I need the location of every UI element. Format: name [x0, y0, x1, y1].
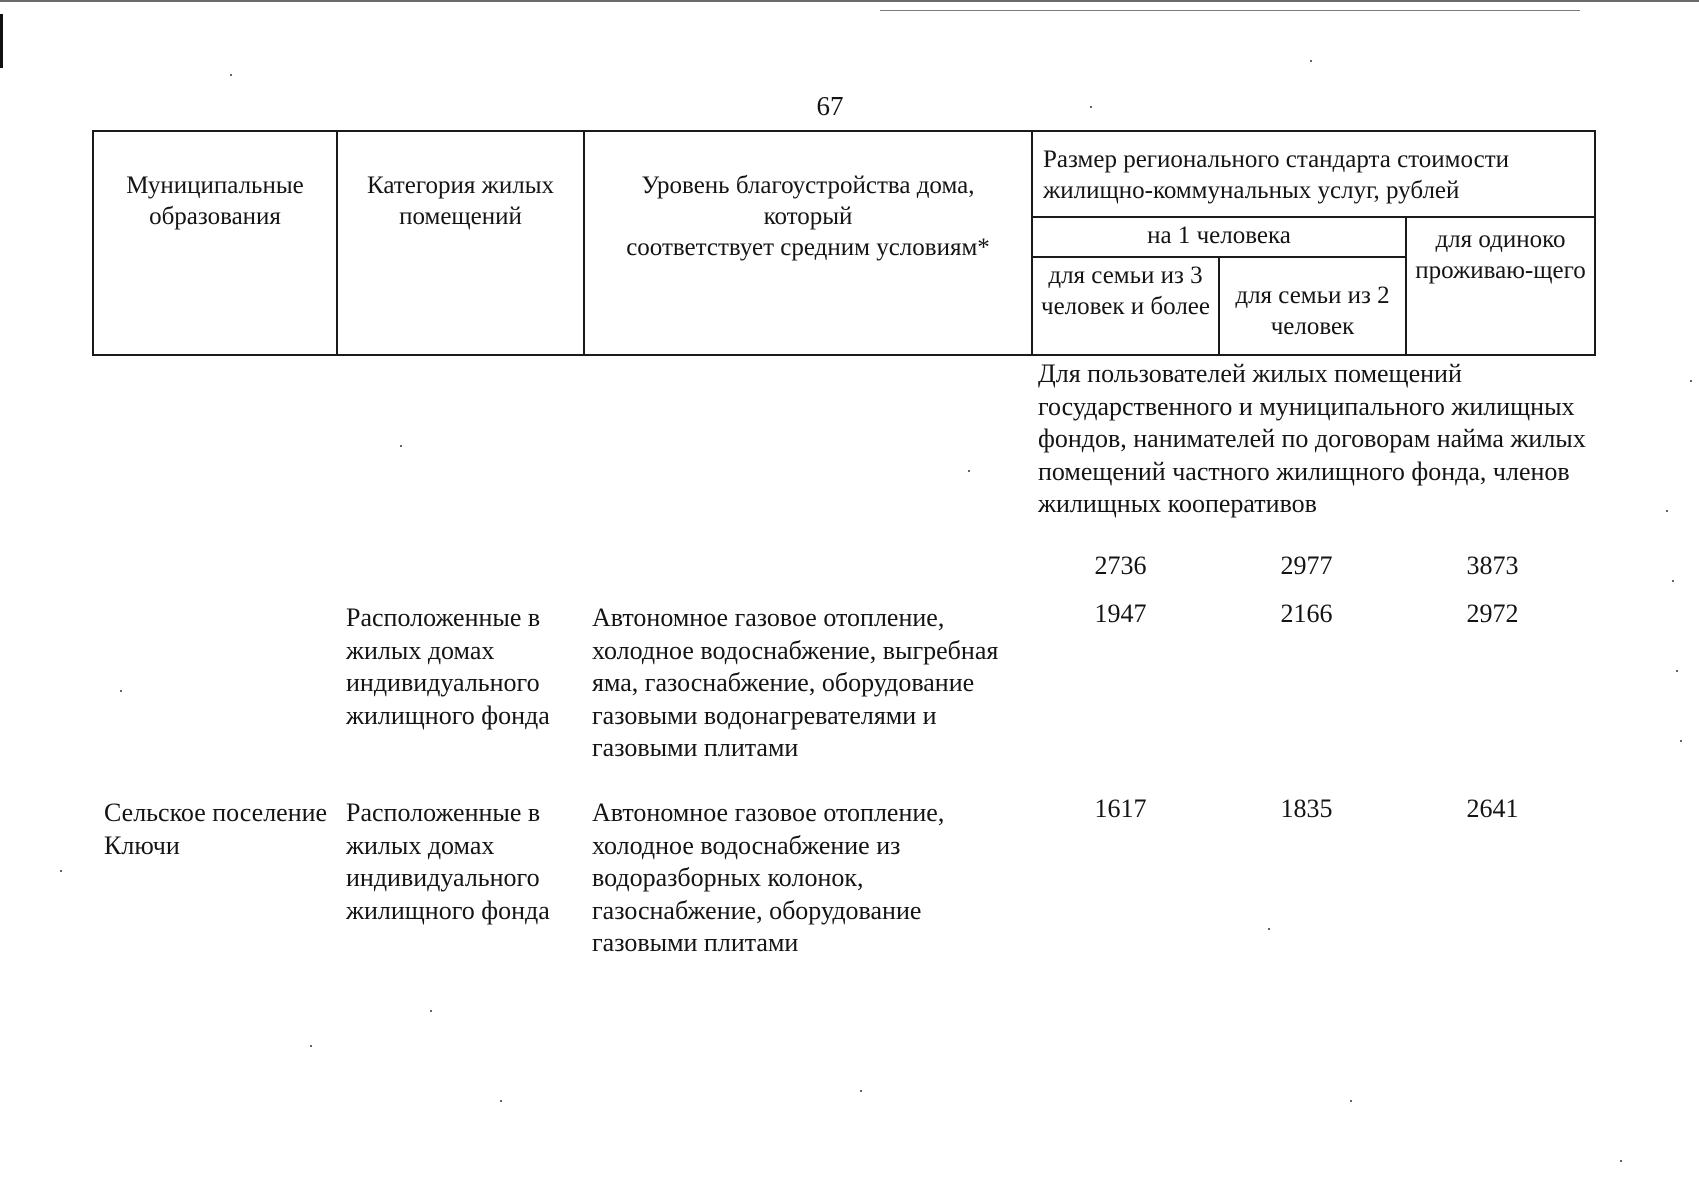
group-value-single: 3873	[1466, 551, 1519, 580]
scan-speck	[1690, 380, 1692, 382]
scan-speck	[1666, 510, 1668, 512]
scan-speck	[310, 1045, 312, 1047]
scan-speck	[430, 1010, 432, 1012]
row2-value-single: 2641	[1466, 794, 1519, 823]
scan-speck	[1350, 1100, 1352, 1102]
group-value-family-2: 2977	[1280, 551, 1333, 580]
scan-top-edge	[0, 0, 1699, 2]
scan-speck	[1680, 740, 1682, 742]
scan-left-mark	[0, 14, 3, 68]
scan-speck	[120, 690, 122, 692]
row1-value-family-3: 1947	[1094, 599, 1147, 628]
header-category: Категория жилых помещений	[337, 131, 584, 355]
row2-value-family-2: 1835	[1280, 794, 1333, 823]
row2-category: Расположенные в жилых домах индивидуального жилищного фонда	[346, 798, 550, 925]
row1-category: Расположенные в жилых домах индивидуального жилищного фонда	[346, 603, 550, 730]
header-level-line2: который	[763, 203, 853, 230]
row2-value-family-3: 1617	[1094, 794, 1147, 823]
header-per-person: на 1 человека	[1032, 217, 1406, 257]
scan-speck	[1090, 106, 1092, 108]
scan-speck	[60, 870, 62, 872]
header-family-3: для семьи из 3 человек и более	[1032, 257, 1219, 355]
scan-speck	[968, 470, 970, 472]
header-level-line3: соответствует средним условиям*	[626, 234, 990, 261]
scan-top-line	[880, 10, 1580, 11]
row1-value-single: 2972	[1466, 599, 1519, 628]
scan-speck	[1676, 670, 1678, 672]
scan-speck	[1620, 1160, 1622, 1162]
scan-speck	[1672, 580, 1674, 582]
row1-value-family-2: 2166	[1280, 599, 1333, 628]
header-family-2: для семьи из 2 человек	[1219, 257, 1406, 355]
row2-level: Автономное газовое отопление, холодное водоснабжение из водоразборных колонок, газоснабжение, оборудование газовыми плитами	[592, 798, 945, 957]
page-number: 67	[816, 91, 844, 121]
table-header	[92, 130, 1596, 356]
row2-municipality: Сельское поселение Ключи	[104, 798, 328, 860]
header-standard-size: Размер регионального стандарта стоимости жилищно-коммунальных услуг, рублей	[1032, 131, 1595, 217]
scan-speck	[230, 74, 232, 76]
scan-speck	[1310, 60, 1312, 62]
scan-speck	[860, 1090, 862, 1092]
group-value-family-3: 2736	[1094, 551, 1147, 580]
header-single: для одиноко проживаю-щего	[1406, 217, 1595, 355]
header-level-line1: Уровень благоустройства дома,	[641, 172, 975, 199]
group-title: Для пользователей жилых помещений государственного и муниципального жилищных фондов, нанимателей по договорам найма жилых помещений частного жилищного фонда, членов жилищных кооперативов	[1038, 359, 1586, 518]
scan-speck	[1268, 928, 1270, 930]
header-level	[584, 131, 1032, 355]
scan-speck	[500, 1100, 502, 1102]
header-municipalities: Муниципальные образования	[93, 131, 337, 355]
row1-level: Автономное газовое отопление, холодное водоснабжение, выгребная яма, газоснабжение, оборудование газовыми водонагревателями и газовыми плитами	[592, 603, 999, 762]
scan-speck	[400, 445, 402, 447]
